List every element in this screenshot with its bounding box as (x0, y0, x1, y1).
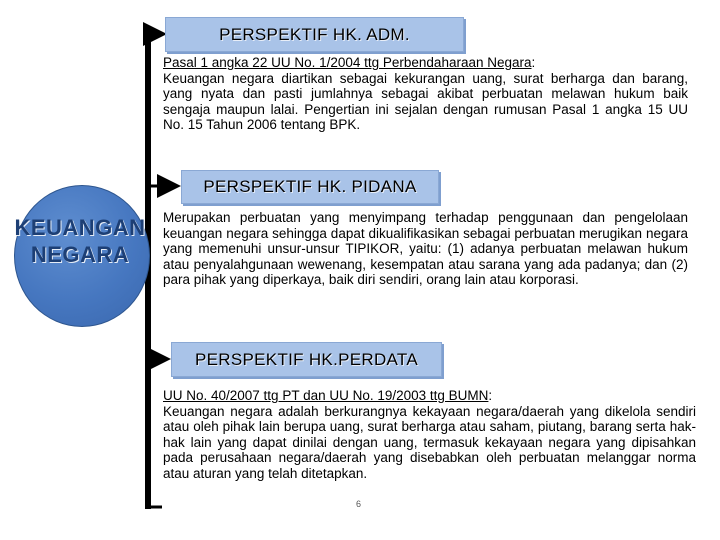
header-perdata-label: PERSPEKTIF HK.PERDATA (195, 349, 418, 369)
page-number: 6 (356, 499, 362, 509)
section-adm-body: Keuangan negara diartikan sebagai kekurangan uang, surat berharga dan barang, yang nyata dan pasti jumlahnya sebagai akibat perbuatan melawan hukum baik sengaja maupun lalai. Pengertian ini sejalan dengan rumusan Pasal 1 angka 15 UU No. 15 Tahun 2006 tentang BPK. (163, 70, 688, 133)
section-perdata-ref: UU No. 40/2007 ttg PT dan UU No. 19/2003 ttg BUMN (163, 388, 489, 403)
header-adm (165, 17, 464, 52)
section-perdata-ref-suffix: : (488, 388, 493, 403)
section-pidana-body: Merupakan perbuatan yang menyimpang terhadap penggunaan dan pengelolaan keuangan negara sehingga dapat dikualifikasikan sebagai perbuatan merugikan negara yang memenuhi unsur-unsur TIPIKOR, yaitu: (1) adanya perbuatan melawan hukum atau penyalahgunaan wewenang, kesempatan atau sarana yang ada padanya; dan (2) para pihak yang diperkaya, baik diri sendiri, orang lain atau korporasi. (163, 210, 688, 288)
section-perdata-body: Keuangan negara adalah berkurangnya kekayaan negara/daerah yang dikelola sendiri atau oleh pihak lain berupa uang, surat berharga atau saham, piutang, barang serta hak-hak lain yang dapat dinilai dengan uang, termasuk kekayaan negara yang dipisahkan pada perusahaan negara/daerah yang disebabkan oleh perbuatan melanggar norma atau aturan yang telah ditetapkan. (163, 403, 696, 481)
section-adm-ref: Pasal 1 angka 22 UU No. 1/2004 ttg Perbendaharaan Negara (163, 55, 532, 70)
header-adm-label: PERSPEKTIF HK. ADM. (219, 24, 410, 44)
header-perdata (171, 342, 442, 377)
header-pidana (181, 170, 439, 204)
section-pidana-text (163, 210, 688, 288)
section-adm-ref-suffix: : (531, 55, 536, 70)
center-label-line2: NEGARA (30, 242, 130, 267)
center-label-line1: KEUANGAN (14, 215, 146, 240)
section-perdata-text (163, 388, 696, 482)
header-pidana-label: PERSPEKTIF HK. PIDANA (203, 177, 417, 196)
center-label (0, 214, 160, 268)
section-adm-text (163, 55, 688, 133)
